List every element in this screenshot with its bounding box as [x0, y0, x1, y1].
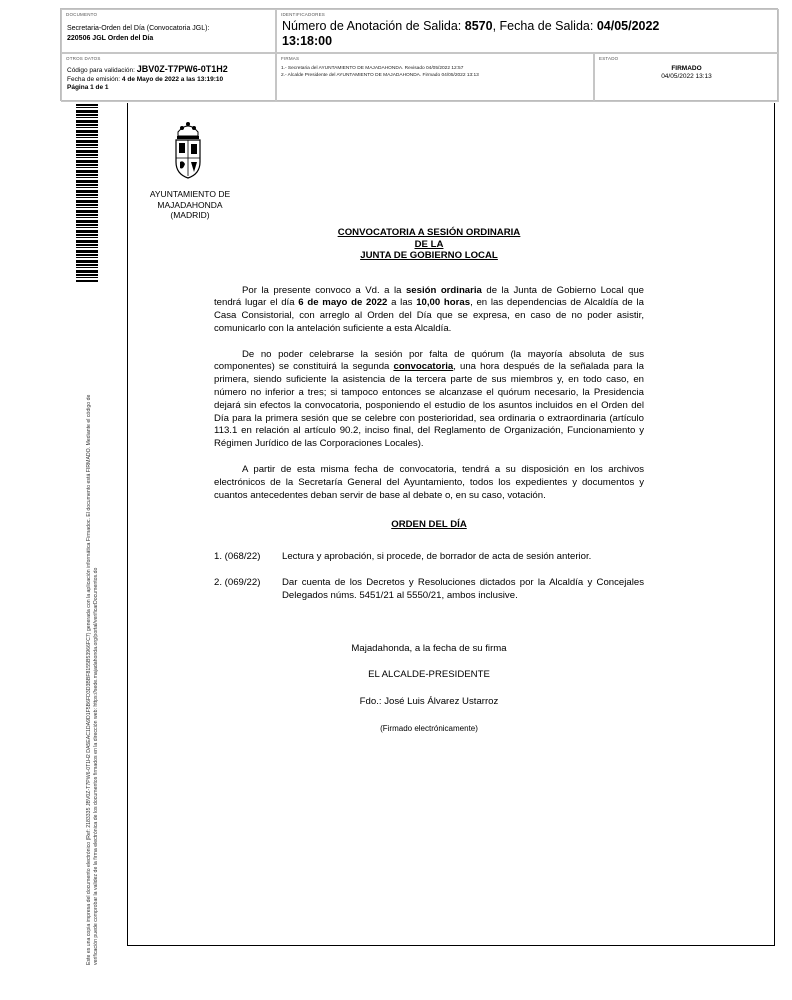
paragraph-quorum [214, 349, 644, 451]
p1-sesion-ordinaria: sesión ordinaria [405, 284, 482, 296]
firmas-label: FIRMAS [281, 56, 300, 61]
barcode [76, 104, 98, 282]
ayuntamiento-label [140, 189, 240, 221]
otros-datos-content [67, 65, 228, 93]
numero-label: Número de Anotación de Salida: [282, 19, 465, 33]
coat-of-arms-icon [172, 118, 204, 182]
documento-line2: 220506 JGL Orden del Día [67, 35, 154, 42]
p1-text1: Por la presente convoco a Vd. a la [242, 284, 406, 296]
firma-2: 2.- Alcalde Presidente del AYUNTAMIENTO DE MAJADAHONDA. Firmado 04/05/2022 13:13 [281, 73, 479, 78]
p2-text1: De no poder celebrarse la sesión por falta de quórum (la mayoría absoluta de sus componentes) se constituirá la segunda [214, 348, 644, 373]
p1-text4: , en las dependencias de Alcaldía de la Casa Consistorial, con arreglo al Orden del Día que se expresa, en caso de no poder asistir, comunicarlo con la antelación suficiente a esta Alcaldía. [214, 297, 644, 334]
estado-cell [594, 53, 779, 102]
p1-text3: a las [387, 297, 417, 309]
orden-del-dia-heading: ORDEN DEL DÍA [391, 519, 467, 531]
side-note-line2: verificación puede comprobar la validez de la firma electrónica de los documentos firmados en la dirección web: https://sede.majadahonda.org/portal/verificarDocumentos.do [93, 567, 99, 965]
otros-datos-label: OTROS DATOS [66, 56, 101, 61]
numero-anotacion: 8570 [464, 19, 493, 33]
side-note-line1: Este es una copia impresa del documento electrónico (Ref: 2183335 JBV0Z-T7PW6-0T1H2 DA5EAC1DA9D1F5B6FD3D3BBF8155B53966FC7) generada con la aplicación informática Firmadoc. El documento está FIRMADO. Mediante el código de [86, 394, 92, 965]
status-badge: FIRMADO [671, 65, 702, 72]
paragraph-convocatoria [214, 285, 644, 336]
p1-hora: 10,00 horas [416, 297, 471, 309]
codigo-validacion: JBV0Z-T7PW6-0T1H2 [136, 64, 228, 74]
documento-line1: Secretaria-Orden del Día (Convocatoria JGL): [67, 25, 210, 32]
signature-block [214, 643, 644, 736]
pagina-indicator: Página 1 de 1 [67, 84, 109, 91]
p2-text2: , una hora después de la señalada para la primera, siendo suficiente la asistencia de la tercera parte de sus miembros y, en todo caso, en número no inferior a tres; si tampoco entonces se alcanzase el quórum necesario, la Presidencia dejará sin efectos la convocatoria, posponiendo el estudio de los asuntos incluidos en el Orden del Día para la primera sesión que se celebre con posterioridad, sea ordinaria o extraordinaria (artículo 113.1 en relación al artículo 90.2, inciso final, del Reglamento de Organización, Funcionamiento y Régimen Jurídico de las Corporaciones Locales). [214, 361, 645, 450]
signature-name: Fdo.: José Luis Álvarez Ustarroz [359, 696, 499, 708]
signature-note: (Firmado electrónicamente) [380, 724, 478, 734]
anotacion-salida [282, 19, 762, 49]
estado-label: ESTADO [599, 56, 619, 61]
p2-convocatoria: convocatoria [393, 361, 454, 373]
documento-cell [61, 9, 276, 53]
otros-datos-cell [61, 53, 276, 102]
firmas-list [281, 65, 479, 79]
p1-text2: de la Junta de Gobierno Local que tendrá lugar el día [214, 284, 644, 309]
fecha-label: , Fecha de Salida: [492, 19, 597, 33]
estado-content [595, 65, 778, 81]
ayuntamiento-line1: AYUNTAMIENTO DE [149, 189, 231, 199]
item-number: 2. (069/22) [214, 577, 261, 589]
item-number: 1. (068/22) [214, 551, 261, 563]
paragraph-disposicion: A partir de esta misma fecha de convocatoria, tendrá a su disposición en los archivos electrónicos de la Secretaría General del Ayuntamiento, todos los expedientes y documentos y cuantos antecedentes deban servir de base al debate o, en su caso, votación. [214, 464, 644, 501]
signature-role: EL ALCALDE-PRESIDENTE [368, 669, 490, 681]
ayuntamiento-line2: MAJADAHONDA [157, 199, 223, 210]
document-title [214, 227, 644, 262]
documento-label: DOCUMENTO [66, 12, 98, 17]
ayuntamiento-line3: (MADRID) [170, 210, 210, 220]
firmas-cell [276, 53, 594, 102]
fecha-salida: 04/05/2022 [596, 19, 660, 33]
item-text: Dar cuenta de los Decretos y Resoluciones dictados por la Alcaldía y Concejales Delegados núms. 5451/21 al 5550/21, ambos inclusive. [282, 577, 644, 601]
fecha-emision-label: Fecha de emisión: [67, 75, 122, 83]
estado-fecha: 04/05/2022 13:13 [661, 73, 712, 80]
p1-fecha: 6 de mayo de 2022 [298, 297, 388, 309]
title-line3: JUNTA DE GOBIERNO LOCAL [360, 250, 498, 261]
identificadores-label: IDENTIFICADORES [281, 12, 326, 17]
title-line1: CONVOCATORIA A SESIÓN ORDINARIA [337, 227, 521, 238]
list-item [214, 577, 644, 603]
document-body [214, 227, 644, 750]
firma-1: 1.- Secretaria del AYUNTAMIENTO DE MAJADAHONDA. Revisado 04/05/2022 12:57 [281, 66, 464, 71]
signature-place: Majadahonda, a la fecha de su firma [351, 642, 507, 654]
title-line2: DE LA [414, 238, 444, 250]
item-text: Lectura y aprobación, si procede, de borrador de acta de sesión anterior. [282, 551, 592, 563]
identificadores-cell [276, 9, 779, 53]
verification-side-note [86, 395, 100, 965]
document-header [60, 8, 778, 101]
fecha-emision: 4 de Mayo de 2022 a las 13:19:10 [121, 75, 224, 83]
hora-salida: 13:18:00 [282, 34, 333, 48]
list-item [214, 551, 644, 564]
codigo-label: Código para validación: [67, 67, 137, 74]
